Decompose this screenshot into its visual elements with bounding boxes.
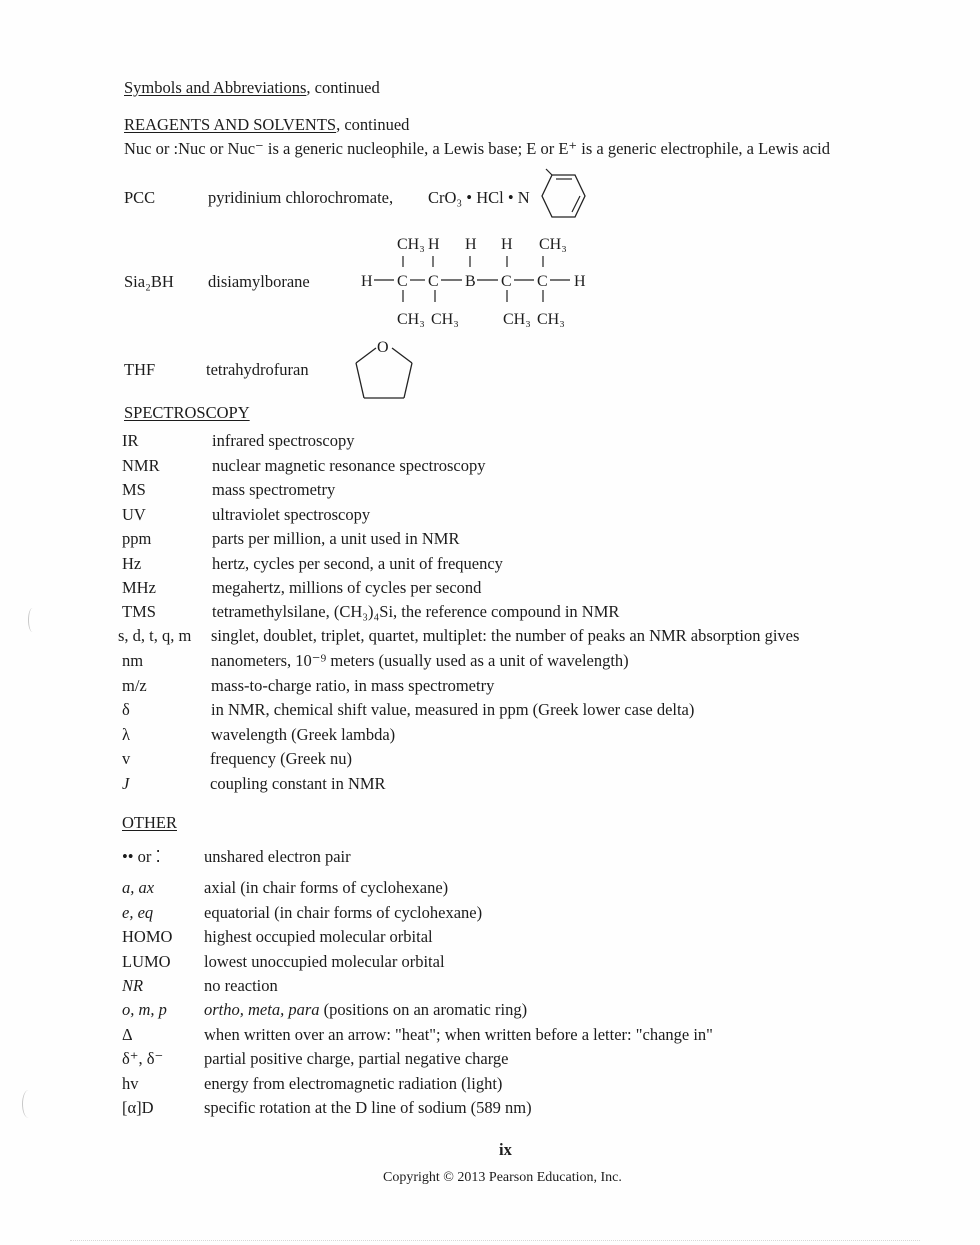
spec-def-j: coupling constant in NMR (210, 774, 386, 793)
reagents-heading: REAGENTS AND SOLVENTS (124, 115, 337, 134)
pcc-formula: CrO₃ • HCl • N (428, 188, 530, 207)
spectroscopy-heading: SPECTROSCOPY (124, 403, 250, 422)
other-abbr-omp: o, m, p (122, 1000, 167, 1019)
sia-top-1: CH₃ (397, 236, 425, 253)
other-def-equatorial: equatorial (in chair forms of cyclohexane) (204, 903, 483, 922)
other-abbr-nr: NR (122, 976, 144, 995)
page-number: ix (499, 1140, 512, 1159)
spec-def-ppm: parts per million, a unit used in NMR (212, 529, 460, 548)
copyright-notice: Copyright © 2013 Pearson Education, Inc. (383, 1170, 622, 1185)
scan-artifact (28, 608, 37, 632)
reagents-intro: Nuc or :Nuc or Nuc⁻ is a generic nucleophile, a Lewis base; E or E⁺ is a generic electrophile, a Lewis acid (124, 139, 831, 158)
pyridine-ring-structure (530, 165, 590, 225)
pcc-def: pyridinium chlorochromate, (208, 188, 394, 207)
scan-artifact-line (70, 1240, 920, 1242)
sia-mid-3: C (428, 273, 439, 290)
sia-mid-4: B (465, 273, 476, 290)
other-def-nr: no reaction (204, 976, 278, 995)
spec-abbr-ir: IR (122, 431, 139, 450)
thf-oxygen: O (377, 339, 389, 356)
other-def-homo: highest occupied molecular orbital (204, 927, 433, 946)
spec-def-hz: hertz, cycles per second, a unit of frequency (212, 554, 503, 573)
sia-top-4: H (501, 236, 513, 253)
spec-abbr-nm: nm (122, 651, 144, 670)
sia-top-5: CH₃ (539, 236, 567, 253)
spec-def-delta: in NMR, chemical shift value, measured in ppm (Greek lower case delta) (211, 700, 695, 719)
spec-def-lambda: wavelength (Greek lambda) (211, 725, 396, 744)
spec-def-nmr: nuclear magnetic resonance spectroscopy (212, 456, 486, 475)
spec-def-mhz: megahertz, millions of cycles per second (212, 578, 482, 597)
other-def-omp: (positions on an aromatic ring) (319, 1000, 528, 1019)
thf-abbr: THF (124, 360, 156, 379)
spec-abbr-lambda: λ (122, 725, 131, 744)
other-def-specific-rotation: specific rotation at the D line of sodium (589 nm) (204, 1098, 532, 1117)
spec-abbr-tms: TMS (122, 602, 156, 621)
spec-abbr-multiplicity: s, d, t, q, m (118, 626, 192, 645)
spec-abbr-mz: m/z (122, 676, 147, 695)
spec-abbr-uv: UV (122, 505, 146, 524)
spec-def-nm: nanometers, 10⁻⁹ meters (usually used as a unit of wavelength) (211, 651, 629, 670)
other-abbr-hv: hv (122, 1074, 139, 1093)
reagents-heading-line (124, 115, 409, 135)
other-def-partial-charge: partial positive charge, partial negative charge (204, 1049, 509, 1068)
tetrahydrofuran-ring-structure (350, 334, 420, 404)
spec-def-nu: frequency (Greek nu) (210, 749, 353, 768)
sia-bot-2: CH₃ (431, 311, 459, 328)
other-abbr-specific-rotation: [α]D (122, 1098, 154, 1117)
sia-mid-6: C (537, 273, 548, 290)
spec-abbr-nu: v (122, 749, 131, 768)
sia2bh-def: disiamylborane (208, 272, 310, 291)
spec-def-mz: mass-to-charge ratio, in mass spectrometry (211, 676, 495, 695)
spec-def-uv: ultraviolet spectroscopy (212, 505, 371, 524)
other-def-hv: energy from electromagnetic radiation (light) (204, 1074, 503, 1093)
section-header (124, 78, 380, 98)
section-suffix: , continued (306, 78, 380, 97)
other-def-axial: axial (in chair forms of cyclohexane) (204, 878, 449, 897)
spec-abbr-delta: δ (122, 700, 130, 719)
spec-def-ms: mass spectrometry (212, 480, 336, 499)
other-def-omp-italic: ortho, meta, para (204, 1000, 320, 1019)
spec-abbr-nmr: NMR (122, 456, 160, 475)
spec-def-multiplicity: singlet, doublet, triplet, quartet, multiplet: the number of peaks an NMR absorption gives (211, 626, 800, 645)
sia-mid-2: C (397, 273, 408, 290)
sia-mid-7: H (574, 273, 586, 290)
sia-mid-5: C (501, 273, 512, 290)
sia-mid-1: H (361, 273, 373, 290)
other-heading: OTHER (122, 813, 177, 832)
section-title: Symbols and Abbreviations (124, 78, 307, 97)
other-abbr-homo: HOMO (122, 927, 173, 946)
electron-pair-def: unshared electron pair (204, 847, 351, 866)
spec-def-ir: infrared spectroscopy (212, 431, 355, 450)
pcc-abbr: PCC (124, 188, 156, 207)
other-abbr-equatorial: e, eq (122, 903, 154, 922)
spec-abbr-mhz: MHz (122, 578, 156, 597)
other-abbr-axial: a, ax (122, 878, 155, 897)
spec-abbr-ppm: ppm (122, 529, 152, 548)
other-abbr-partial-charge: δ⁺, δ⁻ (122, 1049, 164, 1068)
sia-top-2: H (428, 236, 440, 253)
sia2bh-abbr: Sia₂BH (124, 272, 174, 291)
spec-abbr-ms: MS (122, 480, 146, 499)
spec-abbr-hz: Hz (122, 554, 142, 573)
sia-bot-4: CH₃ (537, 311, 565, 328)
reagents-heading-suffix: , continued (336, 115, 410, 134)
other-def-omp-line (204, 999, 527, 1021)
sia-bot-1: CH₃ (397, 311, 425, 328)
spec-abbr-j: J (122, 774, 130, 793)
electron-pair-symbol: •• or ⁚ (122, 847, 161, 866)
sia-bot-3: CH₃ (503, 311, 531, 328)
sia-top-3: H (465, 236, 477, 253)
other-abbr-delta-capital: Δ (122, 1025, 133, 1044)
other-def-delta-capital: when written over an arrow: "heat"; when written before a letter: "change in" (204, 1025, 713, 1044)
thf-def: tetrahydrofuran (206, 360, 309, 379)
other-abbr-lumo: LUMO (122, 952, 171, 971)
disiamylborane-structure (355, 228, 605, 333)
scan-artifact (22, 1090, 35, 1118)
spec-def-tms: tetramethylsilane, (CH₃)₄Si, the reference compound in NMR (212, 602, 620, 621)
other-def-lumo: lowest unoccupied molecular orbital (204, 952, 445, 971)
